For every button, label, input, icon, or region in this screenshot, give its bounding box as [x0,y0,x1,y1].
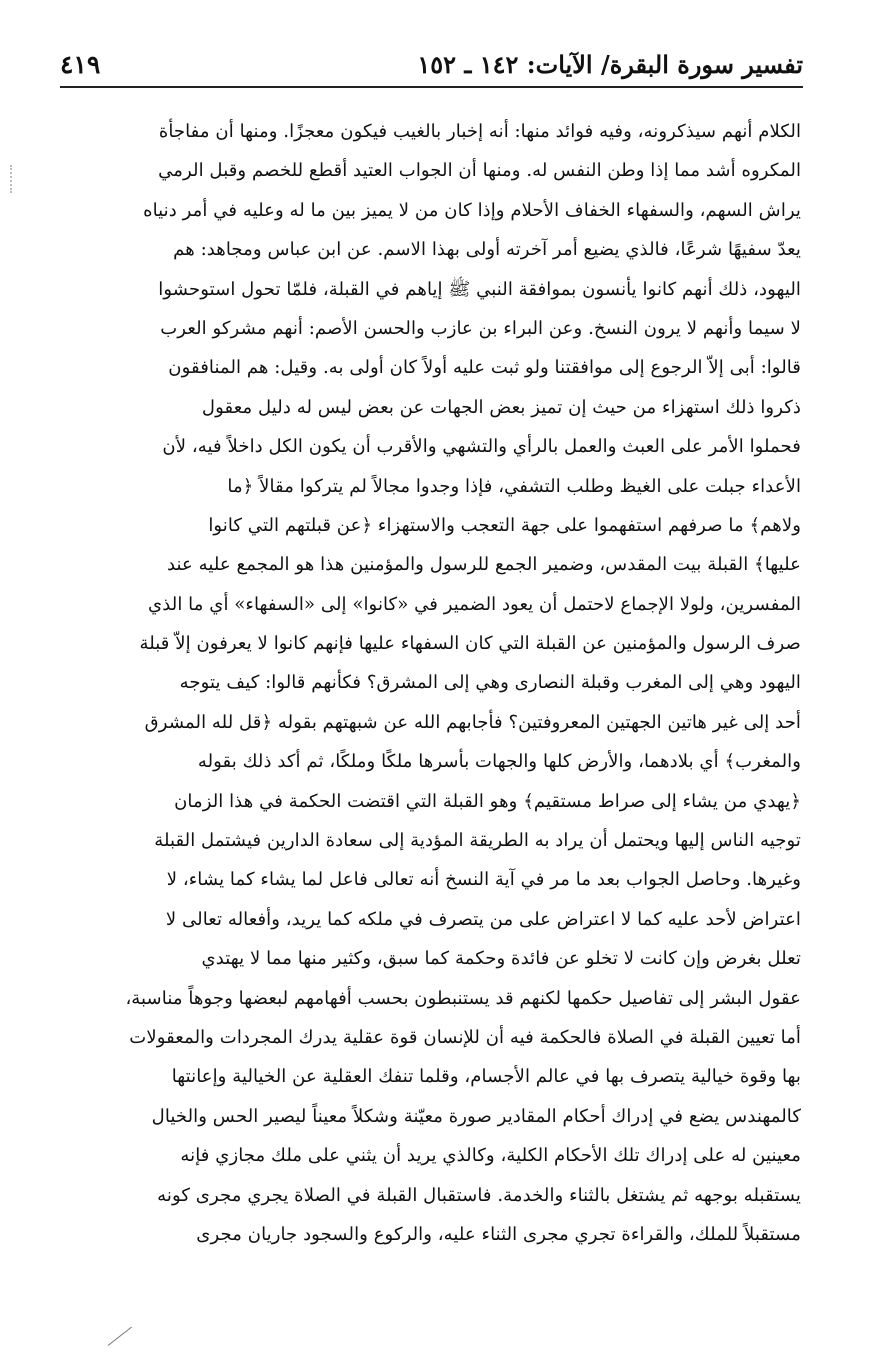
text-line: توجيه الناس إليها ويحتمل أن يراد به الطريقة المؤدية إلى سعادة الدارين فيشتمل القبلة [154,830,801,852]
body-text [62,112,801,1254]
text-line: اليهود، ذلك أنهم كانوا يأنسون بموافقة النبي ﷺ إياهم في القبلة، فلمّا تحول استوحشوا [158,278,801,300]
text-line: أحد إلى غير هاتين الجهتين المعروفتين؟ فأجابهم الله عن شبهتهم بقوله ﴿قل لله المشرق [144,711,801,733]
text-line: يعدّ سفيهًا شرعًا، فالذي يضيع أمر آخرته أولى بهذا الاسم. عن ابن عباس ومجاهد: هم [173,239,801,261]
text-line: يستقبله بوجهه ثم يشتغل بالثناء والخدمة. فاستقبال القبلة في الصلاة يجري مجرى كونه [157,1184,801,1206]
text-line: والمغرب﴾ أي بلادهما، والأرض كلها والجهات بأسرها ملكًا وملكًا، ثم أكد ذلك بقوله [197,751,801,773]
text-line: قالوا: أبى إلاّ الرجوع إلى موافقتنا ولو ثبت عليه أولاً كان أولى به. وقيل: هم المنافقون [168,357,801,379]
text-line: الأعداء جبلت على الغيظ وطلب التشفي، فإذا وجدوا مجالاً لم يتركوا مقالاً ﴿ما [227,475,801,497]
page-number: ٤١٩ [60,50,101,79]
text-line: بها وقوة خيالية يتصرف بها في عالم الأجسام، وقلما تنفك العقلية عن الخيالية وإعانتها [171,1066,801,1088]
text-line: ذكروا ذلك استهزاء من حيث إن تميز بعض الجهات عن بعض ليس له دليل معقول [201,396,801,418]
text-line: عقول البشر إلى تفاصيل حكمها لكنهم قد يستنبطون بحسب أفهامهم لبعضها وجوهاً مناسبة، [125,987,801,1009]
text-line: المفسرين، ولولا الإجماع لاحتمل أن يعود الضمير في «كانوا» إلى «السفهاء» أي ما الذي [148,593,801,615]
margin-mark [10,165,15,193]
text-line: عليها﴾ القبلة بيت المقدس، وضمير الجمع للرسول والمؤمنين هذا هو المجمع عليه عند [166,554,801,576]
text-line: كالمهندس يضع في إدراك أحكام المقادير صورة معيّنة وشكلاً معيناً ليصير الحس والخيال [151,1105,801,1127]
text-line: ولاهم﴾ ما صرفهم استفهموا على جهة التعجب والاستهزاء ﴿عن قبلتهم التي كانوا [208,514,801,536]
pen-stroke-mark [108,1327,132,1346]
text-line: وغيرها. وحاصل الجواب بعد ما مر في آية النسخ أنه تعالى فاعل لما يشاء كما يشاء، لا [166,869,801,891]
text-line: أما تعيين القبلة في الصلاة فالحكمة فيه أن للإنسان قوة عقلية يدرك المجردات والمعقولات [129,1026,801,1048]
text-line: فحملوا الأمر على العبث والعمل بالرأي والتشهي والأقرب أن يكون الكل داخلاً فيه، لأن [162,436,801,458]
text-line: يراش السهم، والسفهاء الخفاف الأحلام وإذا كان من لا يميز بين ما له وعليه في أمر دنياه [143,199,801,221]
text-line: معينين له على إدراك تلك الأحكام الكلية، وكالذي يريد أن يثني على ملك مجازي فإنه [180,1145,801,1167]
text-line: تعلل بغرض وإن كانت لا تخلو عن فائدة وحكمة كما سبق، وكثير منها مما لا يهتدي [201,948,801,970]
text-line: اليهود وهي إلى المغرب وقبلة النصارى وهي إلى المشرق؟ فكأنهم قالوا: كيف يتوجه [179,672,801,694]
text-line: اعتراض لأحد عليه كما لا اعتراض على من يتصرف في ملكه كما يريد، وأفعاله تعالى لا [165,908,801,930]
text-line: المكروه أشد مما إذا وطن النفس له. ومنها أن الجواب العتيد أقطع للخصم وقبل الرمي [158,160,801,182]
running-header [60,44,803,88]
text-line: مستقبلاً للملك، والقراءة تجري مجرى الثناء عليه، والركوع والسجود جاريان مجرى [196,1223,801,1245]
text-line: الكلام أنهم سيذكرونه، وفيه فوائد منها: أنه إخبار بالغيب فيكون معجزًا. ومنها أن مفاجأة [158,121,801,142]
header-title: تفسير سورة البقرة/ الآيات: ١٤٢ ـ ١٥٢ [417,50,803,79]
text-line: لا سيما وأنهم لا يرون النسخ. وعن البراء بن عازب والحسن الأصم: أنهم مشركو العرب [160,317,801,339]
text-line: صرف الرسول والمؤمنين عن القبلة التي كان السفهاء عليها فإنهم كانوا لا يعرفون إلاّ قبلة [139,633,801,655]
text-line: ﴿يهدي من يشاء إلى صراط مستقيم﴾ وهو القبلة التي اقتضت الحكمة في هذا الزمان [174,790,801,812]
header-rule [60,86,803,88]
